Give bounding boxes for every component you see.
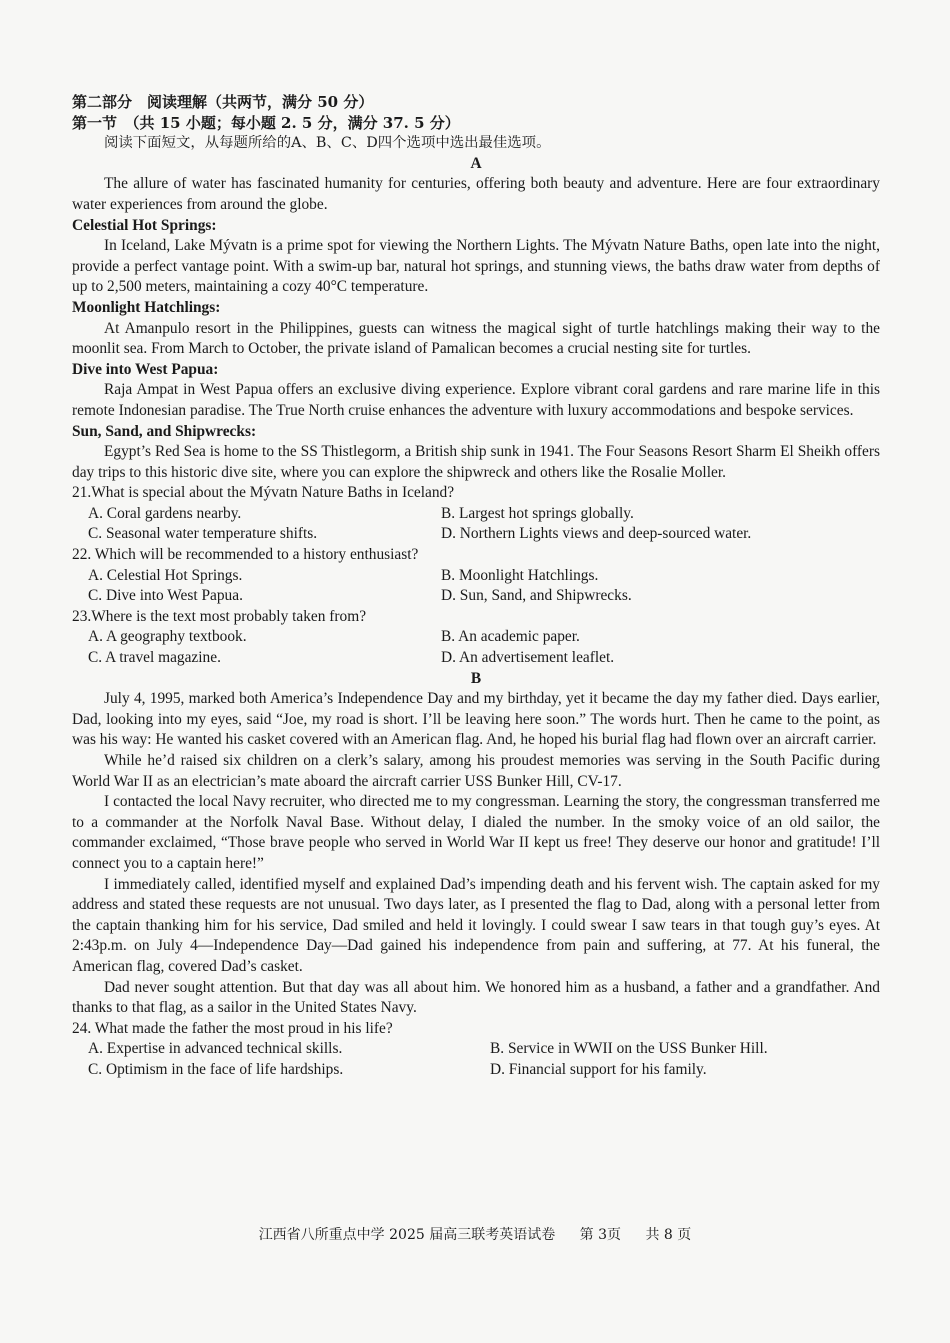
- options-22: [72, 566, 880, 607]
- option-b: B. An academic paper.: [441, 628, 580, 646]
- section-title: Dive into West Papua:: [72, 360, 219, 378]
- option-b: B. Service in WWII on the USS Bunker Hill.: [490, 1040, 768, 1058]
- options-24: [72, 1039, 880, 1080]
- part-heading: 第二部分 阅读理解（共两节，满分 50 分）: [72, 93, 374, 111]
- section-body: Egypt’s Red Sea is home to the SS Thistlegorm, a British ship sunk in 1941. The Four Seasons Resort Sharm El Sheikh offers day trips to this historic dive site, where you can explore the shipwreck and others like the Rosalie Moller.: [72, 443, 880, 481]
- footer-total: 共 8 页: [645, 1227, 692, 1243]
- passage-b-paragraph: July 4, 1995, marked both America’s Independence Day and my birthday, yet it became the day my father died. Days earlier, Dad, looking into my eyes, said “Joe, my road is short. I’ll be leaving here soon.” The words hurt. Then he came to the point, as was his way: He wanted his casket covered with an American flag. And, he hoped his burial flag had flown over an aircraft carrier.: [72, 690, 880, 749]
- option-b: B. Moonlight Hatchlings.: [441, 566, 599, 584]
- page-footer: [0, 1224, 950, 1244]
- section-body: In Iceland, Lake Mývatn is a prime spot for viewing the Northern Lights. The Mývatn Nature Baths, open late into the night, provide a perfect vantage point. With a swim-up bar, natural hot springs, and stunning views, the baths draw water from depths of up to 2,500 meters, maintaining a cozy 40°C temperature.: [72, 237, 880, 296]
- question-24: 24. What made the father the most proud in his life?: [72, 1019, 393, 1037]
- option-a: A. Coral gardens nearby.: [88, 504, 242, 522]
- options-21: [72, 504, 880, 545]
- option-a: A. A geography textbook.: [88, 628, 247, 646]
- option-d: D. Financial support for his family.: [490, 1060, 707, 1078]
- section-title: Celestial Hot Springs:: [72, 216, 217, 234]
- option-d: D. Northern Lights views and deep-sourced water.: [441, 525, 752, 543]
- footer-title: 江西省八所重点中学 2025 届高三联考英语试卷: [258, 1227, 556, 1243]
- passage-b-paragraph: While he’d raised six children on a clerk’s salary, among his proudest memories was serving in the South Pacific during World War II as an electrician’s mate aboard the aircraft carrier USS Bunker Hill, CV-17.: [72, 752, 880, 790]
- option-c: C. Optimism in the face of life hardships.: [88, 1060, 344, 1078]
- option-d: D. An advertisement leaflet.: [441, 649, 615, 667]
- section-heading: 第一节 （共 15 小题；每小题 2. 5 分，满分 37. 5 分）: [72, 113, 460, 132]
- question-23: 23.Where is the text most probably taken from?: [72, 607, 367, 625]
- question-22: 22. Which will be recommended to a history enthusiast?: [72, 546, 419, 564]
- instruction: 阅读下面短文，从每题所给的A、B、C、D四个选项中选出最佳选项。: [104, 135, 551, 152]
- section-title: Sun, Sand, and Shipwrecks:: [72, 422, 257, 440]
- question-21: 21.What is special about the Mývatn Nature Baths in Iceland?: [72, 484, 455, 502]
- option-a: A. Expertise in advanced technical skills.: [88, 1040, 343, 1058]
- section-title: Moonlight Hatchlings:: [72, 298, 221, 316]
- passage-b-paragraph: I immediately called, identified myself and explained Dad’s impending death and his fervent wish. The captain asked for my address and stated these requests are not unusual. Two days later, as I presented the flag to Dad, along with a personal letter from the captain thanking him for his service, Dad smiled and held it lovingly. I could swear I saw tears in that tough guy’s eyes. At 2:43p.m. on July 4—Independence Day—Dad gained his independence from pain and suffering, at 77. At his funeral, the American flag, covered Dad’s casket.: [72, 875, 880, 975]
- section-body: At Amanpulo resort in the Philippines, guests can witness the magical sight of turtle hatchlings making their way to the moonlit sea. From March to October, the private island of Pamalican becomes a crucial nesting site for turtles.: [72, 319, 880, 358]
- passage-b-paragraph: Dad never sought attention. But that day was all about him. We honored him as a husband, a father and a grandfather. And thanks to that flag, as a sailor in the United States Navy.: [72, 978, 880, 1017]
- option-d: D. Sun, Sand, and Shipwrecks.: [441, 587, 632, 605]
- option-b: B. Largest hot springs globally.: [441, 504, 634, 522]
- option-c: C. A travel magazine.: [88, 649, 221, 667]
- options-23: [72, 627, 880, 668]
- passage-a-label: A: [470, 154, 482, 172]
- passage-b-label: B: [470, 669, 482, 687]
- option-c: C. Dive into West Papua.: [88, 587, 243, 605]
- passage-a-intro: The allure of water has fascinated humanity for centuries, offering both beauty and adventure. Here are four extraordinary water experiences from around the globe.: [72, 175, 880, 213]
- option-c: C. Seasonal water temperature shifts.: [88, 525, 318, 543]
- section-body: Raja Ampat in West Papua offers an exclusive diving experience. Explore vibrant coral gardens and rare marine life in this remote Indonesian paradise. The True North cruise enhances the adventure with luxury accommodations and bespoke services.: [72, 381, 880, 419]
- exam-page: [72, 92, 880, 1081]
- passage-b-paragraph: I contacted the local Navy recruiter, who directed me to my congressman. Learning the story, the congressman transferred me to a commander at the Norfolk Naval Base. Without delay, I dialed the number. In the smoky voice of an old sailor, the commander exclaimed, “Those brave people who served in World War II kept us free! They deserve our honor and gratitude! I’ll connect you to a captain here!”: [72, 793, 880, 872]
- option-a: A. Celestial Hot Springs.: [88, 566, 243, 584]
- footer-page: 第 3页: [579, 1227, 622, 1243]
